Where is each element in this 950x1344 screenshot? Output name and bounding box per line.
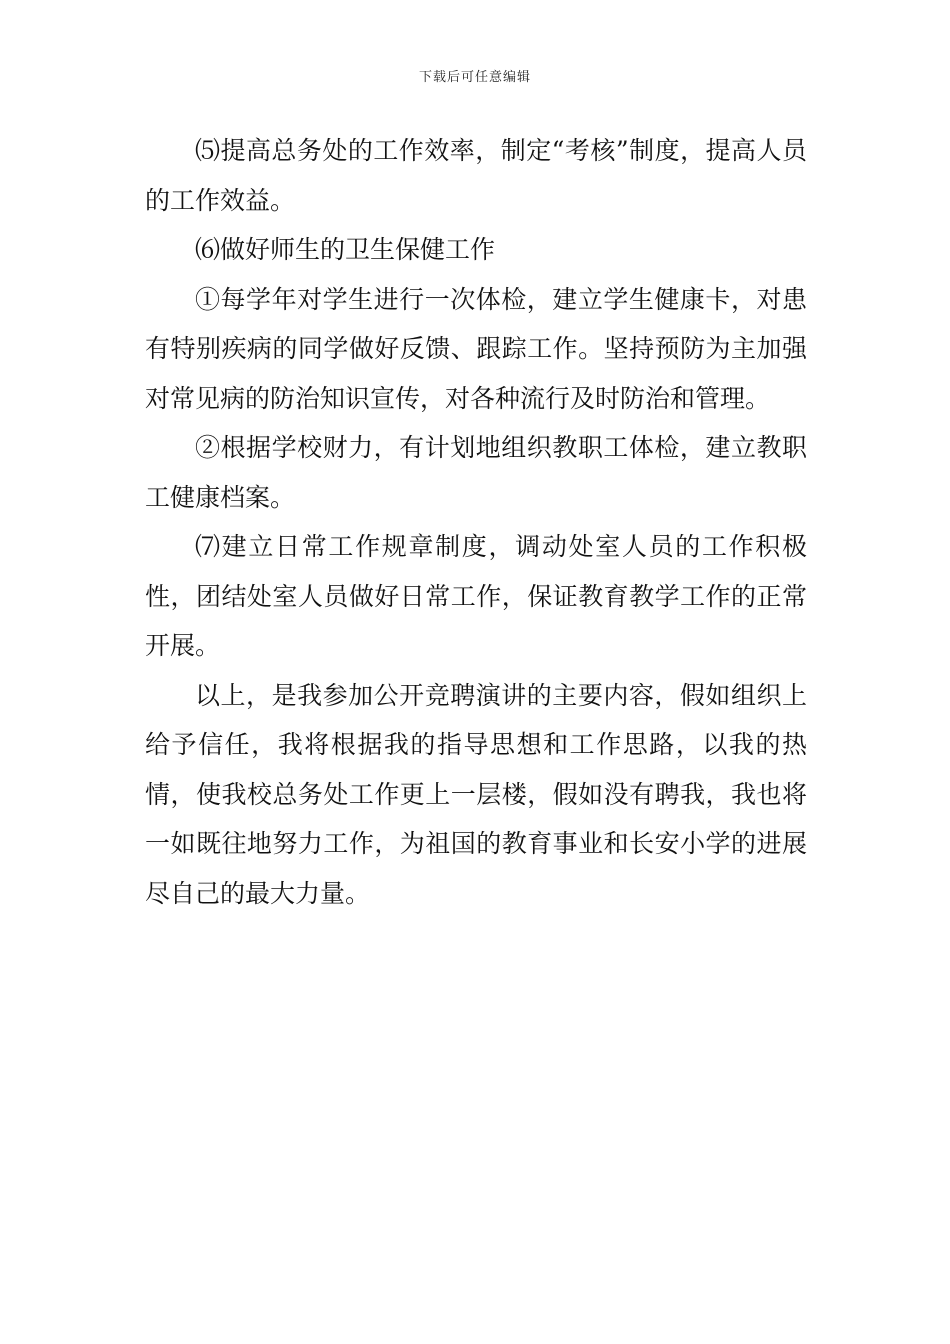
paragraph-subitem-2: ②根据学校财力，有计划地组织教职工体检，建立教职工健康档案。: [145, 433, 807, 512]
page-header-note: 下载后可任意编辑: [418, 70, 531, 85]
document-body: [145, 126, 807, 918]
paragraph-item-5: ⑸提高总务处的工作效率，制定“考核”制度，提高人员的工作效益。: [145, 136, 807, 215]
paragraph-subitem-1: ①每学年对学生进行一次体检，建立学生健康卡，对患有特别疾病的同学做好反馈、跟踪工作。坚持预防为主加强对常见病的防治知识宣传，对各种流行及时防治和管理。: [145, 284, 807, 413]
closing-paragraph: 以上，是我参加公开竞聘演讲的主要内容，假如组织上给予信任，我将根据我的指导思想和工作思路，以我的热情，使我校总务处工作更上一层楼，假如没有聘我，我也将一如既往地努力工作，为祖国的教育事业和长安小学的进展尽自己的最大力量。: [145, 680, 807, 908]
paragraph-item-6: ⑹做好师生的卫生保健工作: [195, 235, 496, 264]
paragraph-item-7: ⑺建立日常工作规章制度，调动处室人员的工作积极性，团结处室人员做好日常工作，保证教育教学工作的正常开展。: [145, 532, 807, 660]
